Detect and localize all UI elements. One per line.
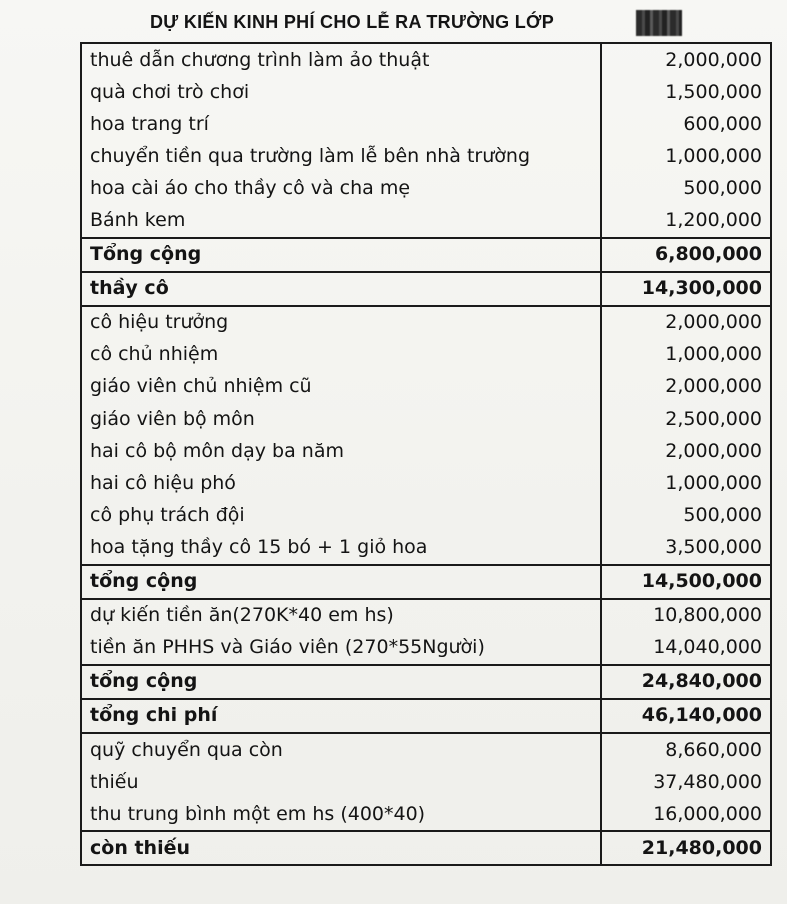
row-label: thu trung bình một em hs (400*40) <box>81 798 601 831</box>
table-row-total <box>81 699 771 733</box>
table-row <box>81 371 771 403</box>
table-row <box>81 531 771 564</box>
row-amount: 2,500,000 <box>601 403 771 435</box>
table-row <box>81 108 771 140</box>
row-amount: 37,480,000 <box>601 766 771 798</box>
row-label: hoa trang trí <box>81 108 601 140</box>
row-label: Bánh kem <box>81 204 601 237</box>
row-label: tiền ăn PHHS và Giáo viên (270*55Người) <box>81 632 601 665</box>
table-row <box>81 204 771 237</box>
row-amount: 3,500,000 <box>601 531 771 564</box>
row-amount: 14,500,000 <box>601 565 771 599</box>
row-amount: 1,500,000 <box>601 76 771 108</box>
budget-table <box>80 42 772 866</box>
row-label: chuyển tiền qua trường làm lễ bên nhà trường <box>81 140 601 172</box>
table-row <box>81 339 771 371</box>
row-label: còn thiếu <box>81 831 601 865</box>
row-amount: 16,000,000 <box>601 798 771 831</box>
table-row <box>81 76 771 108</box>
table-row <box>81 499 771 531</box>
row-label: dự kiến tiền ăn(270K*40 em hs) <box>81 599 601 632</box>
table-row-total <box>81 831 771 865</box>
table-row <box>81 599 771 632</box>
table-row <box>81 306 771 339</box>
row-amount: 1,200,000 <box>601 204 771 237</box>
table-row <box>81 467 771 499</box>
row-label: giáo viên bộ môn <box>81 403 601 435</box>
row-amount: 14,040,000 <box>601 632 771 665</box>
table-row-total <box>81 238 771 272</box>
row-label: hoa cài áo cho thầy cô và cha mẹ <box>81 172 601 204</box>
document-title: DỰ KIẾN KINH PHÍ CHO LỄ RA TRƯỜNG LỚP <box>150 12 555 32</box>
table-row <box>81 798 771 831</box>
row-label: cô phụ trách đội <box>81 499 601 531</box>
row-amount: 14,300,000 <box>601 272 771 306</box>
table-row <box>81 435 771 467</box>
row-label: Tổng cộng <box>81 238 601 272</box>
table-row <box>81 766 771 798</box>
row-label: thiếu <box>81 766 601 798</box>
row-amount: 1,000,000 <box>601 467 771 499</box>
row-amount: 10,800,000 <box>601 599 771 632</box>
table-row <box>81 140 771 172</box>
row-label: cô hiệu trưởng <box>81 306 601 339</box>
row-label: quỹ chuyển qua còn <box>81 733 601 766</box>
table-row <box>81 733 771 766</box>
row-label: quà chơi trò chơi <box>81 76 601 108</box>
row-amount: 500,000 <box>601 172 771 204</box>
row-label: tổng cộng <box>81 665 601 699</box>
table-row <box>81 403 771 435</box>
row-label: hoa tặng thầy cô 15 bó + 1 giỏ hoa <box>81 531 601 564</box>
row-label: hai cô hiệu phó <box>81 467 601 499</box>
row-amount: 1,000,000 <box>601 339 771 371</box>
table-row <box>81 43 771 76</box>
row-amount: 1,000,000 <box>601 140 771 172</box>
row-amount: 2,000,000 <box>601 43 771 76</box>
table-row <box>81 632 771 665</box>
row-amount: 46,140,000 <box>601 699 771 733</box>
row-amount: 600,000 <box>601 108 771 140</box>
row-label: tổng cộng <box>81 565 601 599</box>
row-label: giáo viên chủ nhiệm cũ <box>81 371 601 403</box>
row-amount: 2,000,000 <box>601 435 771 467</box>
row-amount: 2,000,000 <box>601 371 771 403</box>
row-label: cô chủ nhiệm <box>81 339 601 371</box>
row-amount: 500,000 <box>601 499 771 531</box>
row-amount: 6,800,000 <box>601 238 771 272</box>
table-row-total <box>81 565 771 599</box>
table-row-total <box>81 665 771 699</box>
redacted-mark <box>636 10 682 36</box>
budget-table-body <box>81 43 771 865</box>
row-amount: 8,660,000 <box>601 733 771 766</box>
row-amount: 21,480,000 <box>601 831 771 865</box>
row-amount: 2,000,000 <box>601 306 771 339</box>
row-label: thuê dẫn chương trình làm ảo thuật <box>81 43 601 76</box>
row-label: hai cô bộ môn dạy ba năm <box>81 435 601 467</box>
row-label: tổng chi phí <box>81 699 601 733</box>
table-row-total <box>81 272 771 306</box>
row-label: thầy cô <box>81 272 601 306</box>
table-row <box>81 172 771 204</box>
row-amount: 24,840,000 <box>601 665 771 699</box>
